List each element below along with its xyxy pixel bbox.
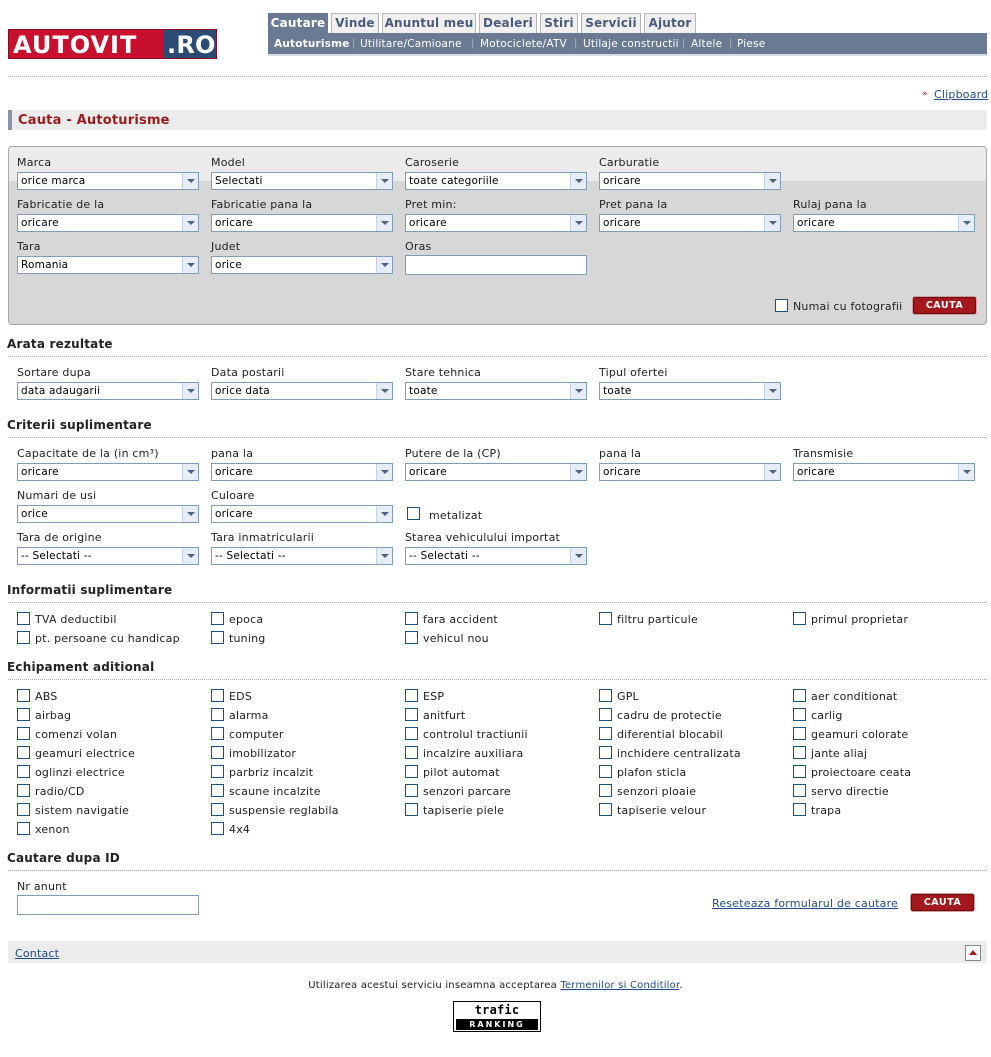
- chevron-down-icon: [182, 506, 198, 522]
- chevron-down-icon: [376, 173, 392, 189]
- data-postarii-label: Data postarii: [211, 366, 285, 379]
- chevron-down-icon: [570, 548, 586, 564]
- arata-rezultate-heading: Arata rezultate: [7, 337, 113, 351]
- xenon-label: xenon: [35, 823, 70, 836]
- pt-persoane-cu-handicap-label: pt. persoane cu handicap: [35, 632, 180, 645]
- diferential-blocabil-label: diferential blocabil: [617, 728, 724, 741]
- tab-servicii[interactable]: Servicii: [581, 13, 641, 33]
- vehicul-nou-checkbox[interactable]: [405, 631, 418, 644]
- rulaj-pana-la-label: Rulaj pana la: [793, 198, 867, 211]
- model-select[interactable]: Selectati: [211, 172, 393, 190]
- putere-pana-label: pana la: [599, 447, 642, 460]
- subnav-altele[interactable]: Altele: [691, 38, 723, 50]
- chevron-down-icon: [570, 383, 586, 399]
- fabricatie-pana-la-label: Fabricatie pana la: [211, 198, 313, 211]
- tara-origine-select[interactable]: -- Selectati --: [17, 547, 199, 565]
- clipboard-arrow-icon: »: [922, 89, 928, 99]
- proiectoare-ceata-checkbox[interactable]: [793, 765, 806, 778]
- clipboard-link[interactable]: Clipboard: [934, 88, 989, 101]
- chevron-down-icon: [958, 215, 974, 231]
- tipul-ofertei-label: Tipul ofertei: [599, 366, 668, 379]
- chevron-down-icon: [764, 215, 780, 231]
- numai-foto-checkbox[interactable]: [775, 299, 788, 312]
- subnav-autoturisme[interactable]: Autoturisme: [274, 38, 350, 50]
- chevron-down-icon: [376, 215, 392, 231]
- tapiserie-velour-checkbox[interactable]: [599, 803, 612, 816]
- servo-directie-label: servo directie: [811, 785, 889, 798]
- oglinzi-electrice-checkbox[interactable]: [17, 765, 30, 778]
- senzori-parcare-label: senzori parcare: [423, 785, 511, 798]
- metalizat-checkbox[interactable]: [407, 507, 420, 520]
- fara-accident-label: fara accident: [423, 613, 498, 626]
- tab-ajutor[interactable]: Ajutor: [644, 13, 696, 33]
- logo-suffix-text: .RO: [167, 31, 216, 59]
- nr-anunt-input[interactable]: [17, 895, 199, 915]
- fabricatie-de-la-label: Fabricatie de la: [17, 198, 105, 211]
- chevron-down-icon: [182, 215, 198, 231]
- fabricatie-de-la-select[interactable]: oricare: [17, 214, 199, 232]
- tva-deductibil-checkbox[interactable]: [17, 612, 30, 625]
- tapiserie-piele-label: tapiserie piele: [423, 804, 505, 817]
- chevron-down-icon: [182, 257, 198, 273]
- airbag-label: airbag: [35, 709, 72, 722]
- eds-checkbox[interactable]: [211, 689, 224, 702]
- trapa-label: trapa: [811, 804, 842, 817]
- tara-select[interactable]: Romania: [17, 256, 199, 274]
- usi-select[interactable]: orice: [17, 505, 199, 523]
- stare-tehnica-select[interactable]: toate: [405, 382, 587, 400]
- tab-vinde[interactable]: Vinde: [331, 13, 379, 33]
- pret-pana-la-label: Pret pana la: [599, 198, 668, 211]
- fara-accident-checkbox[interactable]: [405, 612, 418, 625]
- filtru-particule-checkbox[interactable]: [599, 612, 612, 625]
- subnav-motociclete[interactable]: Motociclete/ATV: [480, 38, 567, 50]
- tipul-ofertei-select[interactable]: toate: [599, 382, 781, 400]
- inchidere-centralizata-label: inchidere centralizata: [617, 747, 741, 760]
- diferential-blocabil-checkbox[interactable]: [599, 727, 612, 740]
- id-search-heading: Cautare dupa ID: [7, 851, 120, 865]
- geamuri-colorate-label: geamuri colorate: [811, 728, 909, 741]
- geamuri-colorate-checkbox[interactable]: [793, 727, 806, 740]
- gpl-label: GPL: [617, 690, 639, 703]
- radio-cd-checkbox[interactable]: [17, 784, 30, 797]
- tab-cautare[interactable]: Cautare: [268, 13, 328, 33]
- eds-label: EDS: [229, 690, 253, 703]
- 4x4-checkbox[interactable]: [211, 822, 224, 835]
- page-title-bar: [8, 110, 987, 130]
- chevron-down-icon: [570, 464, 586, 480]
- oras-input[interactable]: [405, 255, 587, 275]
- carburatie-label: Carburatie: [599, 156, 660, 169]
- capacitate-select[interactable]: oricare: [17, 463, 199, 481]
- chevron-down-icon: [570, 173, 586, 189]
- inchidere-centralizata-checkbox[interactable]: [599, 746, 612, 759]
- chevron-down-icon: [570, 215, 586, 231]
- geamuri-electrice-label: geamuri electrice: [35, 747, 135, 760]
- culoare-select[interactable]: oricare: [211, 505, 393, 523]
- anitfurt-checkbox[interactable]: [405, 708, 418, 721]
- chevron-down-icon: [764, 383, 780, 399]
- esp-label: ESP: [423, 690, 445, 703]
- cadru-de-protectie-checkbox[interactable]: [599, 708, 612, 721]
- data-postarii-select[interactable]: orice data: [211, 382, 393, 400]
- sortare-label: Sortare dupa: [17, 366, 91, 379]
- epoca-label: epoca: [229, 613, 264, 626]
- chevron-down-icon: [182, 548, 198, 564]
- senzori-parcare-checkbox[interactable]: [405, 784, 418, 797]
- scaune-incalzite-label: scaune incalzite: [229, 785, 321, 798]
- marca-label: Marca: [17, 156, 52, 169]
- capacitate-label: Capacitate de la (in cm³): [17, 447, 159, 460]
- incalzire-auxiliara-checkbox[interactable]: [405, 746, 418, 759]
- tuning-label: tuning: [229, 632, 266, 645]
- tva-deductibil-label: TVA deductibil: [35, 613, 117, 626]
- subnav-utilitare[interactable]: Utilitare/Camioane: [360, 38, 462, 50]
- chevron-down-icon: [764, 464, 780, 480]
- search-button[interactable]: CAUTA: [913, 297, 976, 314]
- tab-anuntul-meu[interactable]: Anuntul meu: [382, 13, 476, 33]
- comenzi-volan-checkbox[interactable]: [17, 727, 30, 740]
- tuning-checkbox[interactable]: [211, 631, 224, 644]
- proiectoare-ceata-label: proiectoare ceata: [811, 766, 912, 779]
- capacitate-pana-label: pana la: [211, 447, 254, 460]
- aer-conditionat-label: aer conditionat: [811, 690, 898, 703]
- scaune-incalzite-checkbox[interactable]: [211, 784, 224, 797]
- transmisie-label: Transmisie: [793, 447, 854, 460]
- epoca-checkbox[interactable]: [211, 612, 224, 625]
- plafon-sticla-checkbox[interactable]: [599, 765, 612, 778]
- capacitate-pana-select[interactable]: oricare: [211, 463, 393, 481]
- pret-pana-la-select[interactable]: oricare: [599, 214, 781, 232]
- parbriz-incalzit-label: parbriz incalzit: [229, 766, 314, 779]
- divider: [8, 76, 987, 77]
- filtru-particule-label: filtru particule: [617, 613, 698, 626]
- carlig-checkbox[interactable]: [793, 708, 806, 721]
- imobilizator-label: imobilizator: [229, 747, 297, 760]
- sistem-navigatie-label: sistem navigatie: [35, 804, 130, 817]
- contact-link[interactable]: Contact: [15, 947, 60, 960]
- chevron-down-icon: [376, 548, 392, 564]
- numai-foto-label: Numai cu fotografii: [793, 300, 903, 313]
- stare-import-label: Starea vehiculului importat: [405, 531, 561, 544]
- oglinzi-electrice-label: oglinzi electrice: [35, 766, 125, 779]
- jante-aliaj-checkbox[interactable]: [793, 746, 806, 759]
- alarma-checkbox[interactable]: [211, 708, 224, 721]
- oras-label: Oras: [405, 240, 432, 253]
- tara-inmatriculare-select[interactable]: -- Selectati --: [211, 547, 393, 565]
- computer-checkbox[interactable]: [211, 727, 224, 740]
- metalizat-label: metalizat: [429, 509, 483, 522]
- chevron-down-icon: [376, 464, 392, 480]
- abs-checkbox[interactable]: [17, 689, 30, 702]
- judet-label: Judet: [211, 240, 241, 253]
- stare-tehnica-label: Stare tehnica: [405, 366, 482, 379]
- judet-select[interactable]: orice: [211, 256, 393, 274]
- terms-line: Utilizarea acestui serviciu inseamna acceptarea Termenilor si Conditilor.: [308, 980, 683, 991]
- senzori-ploaie-checkbox[interactable]: [599, 784, 612, 797]
- marca-select[interactable]: orice marca: [17, 172, 199, 190]
- terms-link[interactable]: Termenilor si Conditilor: [560, 980, 680, 991]
- pilot-automat-checkbox[interactable]: [405, 765, 418, 778]
- subnav-bar: Autoturisme | Utilitare/Camioane | Motociclete/ATV | Utilaje constructii | Altele | Piese: [268, 33, 987, 56]
- tara-inmatriculare-label: Tara inmatricularii: [211, 531, 315, 544]
- radio-cd-label: radio/CD: [35, 785, 85, 798]
- 4x4-label: 4x4: [229, 823, 251, 836]
- suspensie-reglabila-checkbox[interactable]: [211, 803, 224, 816]
- pret-min-select[interactable]: oricare: [405, 214, 587, 232]
- controlul-tractiunii-label: controlul tractiunii: [423, 728, 528, 741]
- alarma-label: alarma: [229, 709, 269, 722]
- informatii-heading: Informatii suplimentare: [7, 583, 173, 597]
- model-label: Model: [211, 156, 246, 169]
- controlul-tractiunii-checkbox[interactable]: [405, 727, 418, 740]
- servo-directie-checkbox[interactable]: [793, 784, 806, 797]
- pt-persoane-cu-handicap-checkbox[interactable]: [17, 631, 30, 644]
- rulaj-pana-la-select[interactable]: oricare: [793, 214, 975, 232]
- criterii-heading: Criterii suplimentare: [7, 418, 152, 432]
- esp-checkbox[interactable]: [405, 689, 418, 702]
- scroll-top-icon[interactable]: [965, 945, 981, 961]
- stare-import-select[interactable]: -- Selectati --: [405, 547, 587, 565]
- senzori-ploaie-label: senzori ploaie: [617, 785, 697, 798]
- plafon-sticla-label: plafon sticla: [617, 766, 687, 779]
- fabricatie-pana-la-select[interactable]: oricare: [211, 214, 393, 232]
- culoare-label: Culoare: [211, 489, 255, 502]
- tab-stiri[interactable]: Stiri: [540, 13, 578, 33]
- chevron-down-icon: [958, 464, 974, 480]
- tara-origine-label: Tara de origine: [17, 531, 102, 544]
- xenon-checkbox[interactable]: [17, 822, 30, 835]
- nr-anunt-label: Nr anunt: [17, 880, 67, 893]
- chevron-down-icon: [376, 506, 392, 522]
- putere-pana-select[interactable]: oricare: [599, 463, 781, 481]
- footer-bar: [8, 941, 987, 963]
- autovit-logo[interactable]: [8, 29, 217, 59]
- primul-proprietar-label: primul proprietar: [811, 613, 909, 626]
- caroserie-select[interactable]: toate categoriile: [405, 172, 587, 190]
- primul-proprietar-checkbox[interactable]: [793, 612, 806, 625]
- chevron-down-icon: [764, 173, 780, 189]
- gpl-checkbox[interactable]: [599, 689, 612, 702]
- computer-label: computer: [229, 728, 284, 741]
- putere-label: Putere de la (CP): [405, 447, 501, 460]
- chevron-down-icon: [182, 383, 198, 399]
- chevron-down-icon: [376, 257, 392, 273]
- airbag-checkbox[interactable]: [17, 708, 30, 721]
- page-title: Cauta - Autoturisme: [18, 113, 170, 128]
- anitfurt-label: anitfurt: [423, 709, 466, 722]
- chevron-down-icon: [182, 464, 198, 480]
- parbriz-incalzit-checkbox[interactable]: [211, 765, 224, 778]
- tapiserie-piele-checkbox[interactable]: [405, 803, 418, 816]
- caroserie-label: Caroserie: [405, 156, 460, 169]
- incalzire-auxiliara-label: incalzire auxiliara: [423, 747, 524, 760]
- id-search-button[interactable]: CAUTA: [911, 894, 974, 911]
- cadru-de-protectie-label: cadru de protectie: [617, 709, 722, 722]
- suspensie-reglabila-label: suspensie reglabila: [229, 804, 339, 817]
- echipament-heading: Echipament aditional: [7, 660, 155, 674]
- tab-dealeri[interactable]: Dealeri: [479, 13, 537, 33]
- pret-min-label: Pret min:: [405, 198, 457, 211]
- subnav-utilaje[interactable]: Utilaje constructii: [583, 38, 679, 50]
- vehicul-nou-label: vehicul nou: [423, 632, 489, 645]
- geamuri-electrice-checkbox[interactable]: [17, 746, 30, 759]
- jante-aliaj-label: jante aliaj: [811, 747, 868, 760]
- transmisie-select[interactable]: oricare: [793, 463, 975, 481]
- pilot-automat-label: pilot automat: [423, 766, 500, 779]
- putere-select[interactable]: oricare: [405, 463, 587, 481]
- abs-label: ABS: [35, 690, 58, 703]
- trafic-ranking-badge[interactable]: trafic RANKING: [453, 1001, 541, 1032]
- chevron-down-icon: [376, 383, 392, 399]
- carlig-label: carlig: [811, 709, 843, 722]
- comenzi-volan-label: comenzi volan: [35, 728, 118, 741]
- sistem-navigatie-checkbox[interactable]: [17, 803, 30, 816]
- logo-main-text: AUTOVIT: [13, 31, 138, 59]
- reset-form-link[interactable]: Reseteaza formularul de cautare: [712, 897, 899, 910]
- tapiserie-velour-label: tapiserie velour: [617, 804, 707, 817]
- carburatie-select[interactable]: oricare: [599, 172, 781, 190]
- tara-label: Tara: [17, 240, 41, 253]
- sortare-select[interactable]: data adaugarii: [17, 382, 199, 400]
- chevron-down-icon: [182, 173, 198, 189]
- imobilizator-checkbox[interactable]: [211, 746, 224, 759]
- subnav-piese[interactable]: Piese: [737, 38, 766, 50]
- usi-label: Numari de usi: [17, 489, 97, 502]
- trapa-checkbox[interactable]: [793, 803, 806, 816]
- aer-conditionat-checkbox[interactable]: [793, 689, 806, 702]
